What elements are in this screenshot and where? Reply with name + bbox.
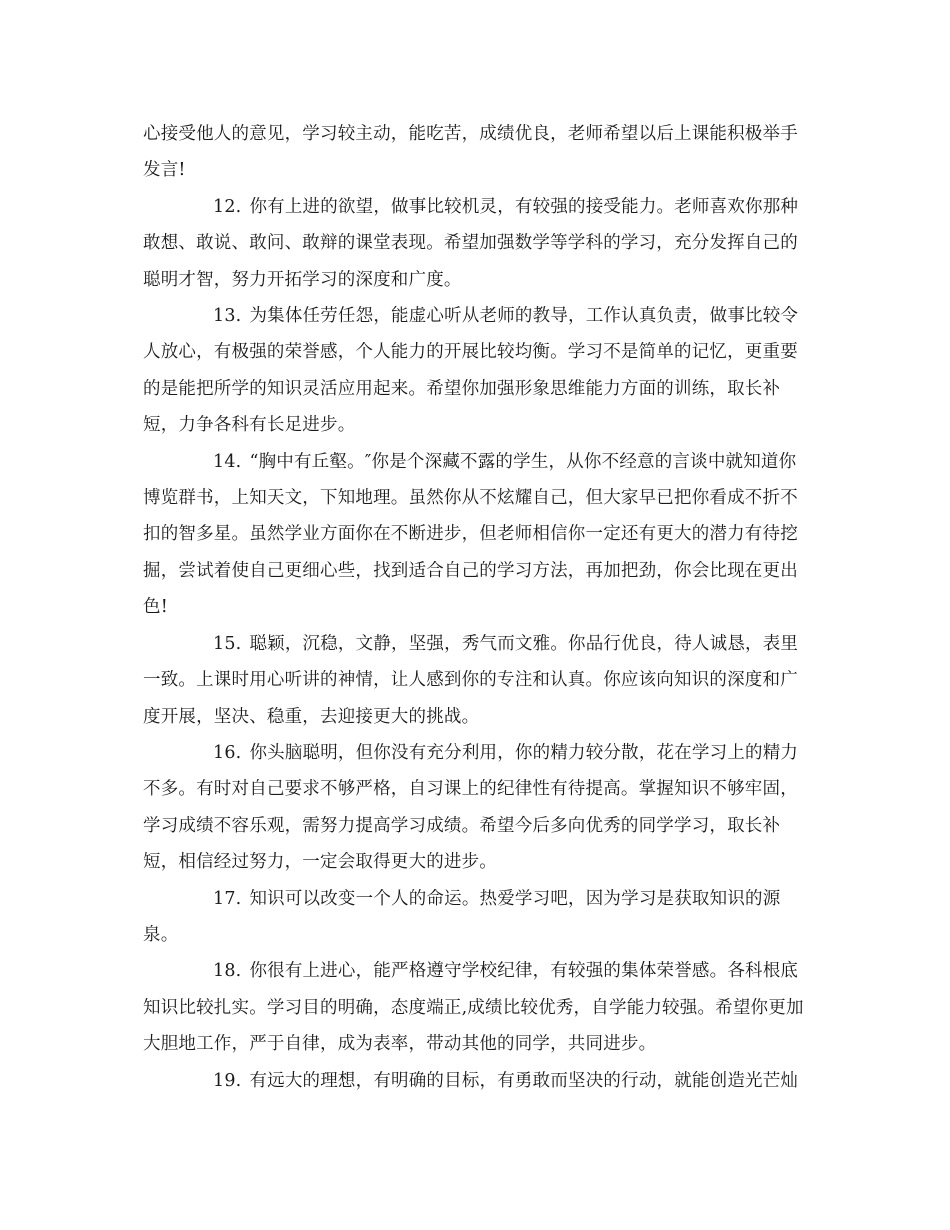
paragraph-number: 19.	[213, 1070, 242, 1091]
paragraph-number: 14.	[213, 451, 242, 472]
paragraph-number: 16.	[213, 742, 242, 763]
paragraph-number: 18.	[213, 961, 242, 982]
paragraph-19	[143, 1063, 809, 1099]
paragraph-text: 为集体任劳任怨，能虚心听从老师的教导，工作认真负责，做事比较令人放心，有极强的荣誉感，个人能力的开展比较均衡。学习不是简单的记忆，更重要的是能把所学的知识灵活应用起来。希望你加强形象思维能力方面的训练，取长补短，力争各科有长足进步。	[143, 306, 799, 436]
paragraph-18	[143, 953, 809, 1062]
paragraph-text: 你有上进的欲望，做事比较机灵，有较强的接受能力。老师喜欢你那种敢想、敢说、敢问、敢辩的课堂表现。希望加强数学等学科的学习，充分发挥自己的聪明才智，努力开拓学习的深度和广度。	[143, 196, 799, 290]
paragraph-text: 心接受他人的意见，学习较主动，能吃苦，成绩优良，老师希望以后上课能积极举手发言!	[143, 124, 798, 181]
document-body	[143, 116, 809, 1099]
paragraph-16	[143, 735, 809, 881]
paragraph-text: “胸中有丘壑。″你是个深藏不露的学生，从你不经意的言谈中就知道你博览群书，上知天文，下知地理。虽然你从不炫耀自己，但大家早已把你看成不折不扣的智多星。虽然学业方面你在不断进步，但老师相信你一定还有更大的潜力有待挖掘，尝试着使自己更细心些，找到适合自己的学习方法，再加把劲，你会比现在更出色!	[143, 451, 798, 618]
paragraph-14	[143, 444, 809, 626]
paragraph-13	[143, 298, 809, 444]
paragraph-number: 17.	[213, 888, 242, 909]
paragraph-text: 你头脑聪明，但你没有充分利用，你的精力较分散，花在学习上的精力不多。有时对自己要求不够严格，自习课上的纪律性有待提高。掌握知识不够牢固，学习成绩不容乐观，需努力提高学习成绩。希望今后多向优秀的同学学习，取长补短，相信经过努力，一定会取得更大的进步。	[143, 742, 799, 873]
paragraph-text: 聪颖，沉稳，文静，坚强，秀气而文雅。你品行优良，待人诚恳，表里一致。上课时用心听讲的神情，让人感到你的专注和认真。你应该向知识的深度和广度开展，坚决、稳重，去迎接更大的挑战。	[143, 633, 799, 727]
paragraph-17	[143, 881, 809, 954]
paragraph-15	[143, 626, 809, 735]
paragraph-text: 知识可以改变一个人的命运。热爱学习吧，因为学习是获取知识的源泉。	[143, 888, 781, 945]
paragraph-number: 13.	[213, 306, 242, 327]
paragraph-continuation	[143, 116, 809, 189]
paragraph-text: 你很有上进心，能严格遵守学校纪律，有较强的集体荣誉感。各科根底知识比较扎实。学习目的明确，态度端正,成绩比较优秀，自学能力较强。希望你更加大胆地工作，严于自律，成为表率，带动其他的同学，共同进步。	[143, 961, 804, 1055]
paragraph-number: 12.	[213, 196, 242, 217]
paragraph-number: 15.	[213, 633, 242, 654]
paragraph-12	[143, 189, 809, 298]
paragraph-text: 有远大的理想，有明确的目标，有勇敢而坚决的行动，就能创造光芒灿	[249, 1070, 799, 1091]
